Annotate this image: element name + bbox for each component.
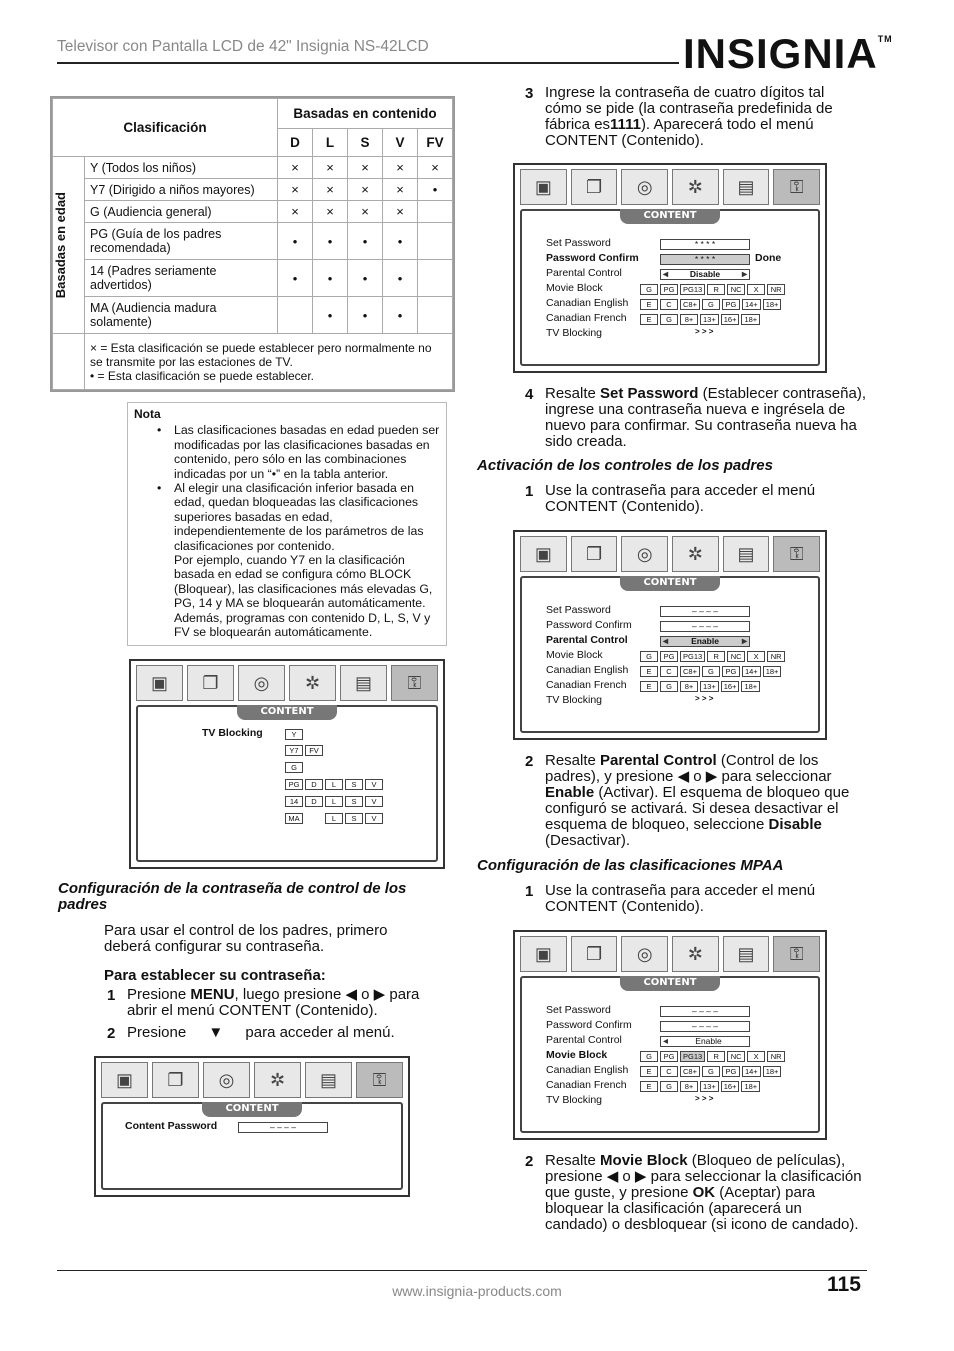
channel-icon[interactable]: ▤: [340, 665, 387, 701]
password-confirm-label[interactable]: Password Confirm: [546, 252, 639, 264]
rating-box[interactable]: E: [640, 666, 658, 677]
rating-box[interactable]: 13+: [700, 1081, 719, 1092]
activation-step-1: Use la contraseña para acceder el menú CONTENT (Contenido).: [545, 482, 816, 515]
settings-icon[interactable]: ✲: [672, 536, 719, 572]
picture-icon[interactable]: ▣: [520, 936, 567, 972]
canadian-french-ratings[interactable]: [640, 1081, 760, 1092]
picture-icon[interactable]: ▣: [520, 536, 567, 572]
table-row: G (Audiencia general): [85, 201, 278, 223]
rating-box[interactable]: 18+: [741, 1081, 760, 1092]
rating-box[interactable]: G: [702, 666, 720, 677]
rating-box[interactable]: X: [747, 284, 765, 295]
canadian-french-label[interactable]: Canadian French: [546, 312, 627, 324]
rating-box[interactable]: D: [305, 779, 323, 790]
channel-icon[interactable]: ▤: [723, 169, 770, 205]
rating-box[interactable]: R: [707, 1051, 725, 1062]
table-row: Y (Todos los niños): [85, 157, 278, 179]
content-password-input[interactable]: – – – –: [238, 1122, 328, 1133]
canadian-french-label[interactable]: Canadian French: [546, 1079, 627, 1091]
pip-icon[interactable]: ❐: [571, 536, 618, 572]
note-bullet-2b: Por ejemplo, cuando Y7 en la clasificación basada en edad se configura cómo BLOCK (Bloquear), las clasificaciones más elevadas G, PG, 14 y MA se bloquearán automáticamente. Además, programas con contenido D, L, S, V y FV se bloquearán automáticamente.: [174, 553, 433, 640]
rating-box[interactable]: R: [707, 284, 725, 295]
submenu-arrow[interactable]: > > >: [695, 694, 714, 703]
table-cell: •: [313, 297, 348, 334]
canadian-english-ratings[interactable]: [640, 299, 781, 310]
tv-y7-row[interactable]: [285, 745, 323, 756]
rating-box[interactable]: C: [660, 1066, 678, 1077]
rating-box[interactable]: E: [640, 299, 658, 310]
col-fv: FV: [418, 129, 453, 157]
table-cell: [278, 297, 313, 334]
step-number: 2: [107, 1025, 116, 1042]
table-cell: •: [278, 260, 313, 297]
rating-box[interactable]: PG: [722, 1066, 740, 1077]
content-tab: CONTENT: [202, 1102, 302, 1117]
rating-box[interactable]: E: [640, 1066, 658, 1077]
table-cell: [418, 223, 453, 260]
rating-box[interactable]: X: [747, 1051, 765, 1062]
audio-icon[interactable]: ◎: [203, 1062, 250, 1098]
rating-box[interactable]: G: [702, 1066, 720, 1077]
osd-panel: [520, 976, 820, 1133]
col-classification: Clasificación: [53, 99, 278, 157]
canadian-english-label[interactable]: Canadian English: [546, 664, 629, 676]
rating-box[interactable]: S: [345, 779, 363, 790]
osd-iconbar: [520, 169, 820, 205]
table-cell: ×: [313, 179, 348, 201]
password-confirm-field[interactable]: – – – –: [660, 1021, 750, 1032]
channel-icon[interactable]: ▤: [305, 1062, 352, 1098]
password-confirm-label[interactable]: Password Confirm: [546, 619, 632, 631]
settings-icon[interactable]: ✲: [254, 1062, 301, 1098]
note-box: [127, 402, 447, 646]
rating-box[interactable]: G: [702, 299, 720, 310]
table-cell: ×: [418, 157, 453, 179]
note-bullet-2: [134, 481, 440, 639]
table-cell: [418, 201, 453, 223]
pip-icon[interactable]: ❐: [571, 936, 618, 972]
rating-box[interactable]: 13+: [700, 314, 719, 325]
submenu-arrow[interactable]: > > >: [695, 1094, 714, 1103]
rating-box[interactable]: 18+: [741, 681, 760, 692]
legend-dot: • = Esta clasificación se puede establecer.: [90, 368, 314, 383]
step-4-text: Resalte Set Password (Establecer contraseña), ingrese una contraseña nueva e ingrésela de nuevo para confirmar. Su contraseña nueva ha sido creada.: [545, 385, 866, 450]
rating-box[interactable]: 8+: [680, 1081, 698, 1092]
parental-control-select[interactable]: ◂ Disable ▸: [660, 269, 750, 280]
rating-box[interactable]: NC: [727, 1051, 745, 1062]
content-tab: CONTENT: [620, 209, 720, 224]
rating-box[interactable]: NC: [727, 651, 745, 662]
rating-box[interactable]: G: [660, 314, 678, 325]
content-tab: CONTENT: [237, 705, 337, 720]
rating-box[interactable]: Y7: [285, 745, 303, 756]
content-lock-icon[interactable]: ⚿: [773, 936, 820, 972]
table-cell: •: [348, 260, 383, 297]
rating-box[interactable]: G: [640, 1051, 658, 1062]
rating-box[interactable]: 13+: [700, 681, 719, 692]
set-password-label[interactable]: Set Password: [546, 1004, 611, 1016]
step-number: 1: [107, 987, 116, 1004]
rating-box[interactable]: C8+: [680, 666, 700, 677]
rating-box[interactable]: FV: [305, 745, 323, 756]
rating-box[interactable]: 14+: [742, 299, 761, 310]
rating-box[interactable]: L: [325, 779, 343, 790]
legend-x: × = Esta clasificación se puede establecer pero normalmente no se transmite por las estaciones de TV.: [90, 340, 432, 369]
rating-box[interactable]: 18+: [763, 666, 782, 677]
osd-iconbar: [101, 1062, 403, 1098]
rating-box[interactable]: 8+: [680, 314, 698, 325]
table-cell: ×: [383, 157, 418, 179]
mpaa-step-1: Use la contraseña para acceder el menú CONTENT (Contenido).: [545, 882, 816, 915]
heading-mpaa: Configuración de las clasificaciones MPAA: [477, 857, 784, 874]
insignia-logo: INSIGNIA™: [683, 30, 893, 77]
rating-box[interactable]: 16+: [721, 1081, 740, 1092]
rating-box[interactable]: 14: [285, 796, 303, 807]
rating-box[interactable]: V: [365, 813, 383, 824]
step-3-text: Ingrese la contraseña de cuatro dígitos tal cómo se pide (la contraseña predefinida de fábrica es1111). Aparecerá todo el menú CONTENT (Contenido).: [545, 84, 833, 149]
subheading-set-password: Para establecer su contraseña:: [104, 967, 326, 984]
tv-14-row[interactable]: [285, 796, 383, 807]
table-cell: ×: [348, 157, 383, 179]
table-cell: •: [278, 223, 313, 260]
set-password-field[interactable]: * * * *: [660, 239, 750, 250]
settings-icon[interactable]: ✲: [672, 936, 719, 972]
rating-box[interactable]: PG13: [680, 651, 705, 662]
content-tab: CONTENT: [620, 576, 720, 591]
content-lock-icon[interactable]: ⚿: [356, 1062, 403, 1098]
table-cell: •: [383, 223, 418, 260]
heading-password-setup: Configuración de la contraseña de control de los padres: [58, 880, 407, 913]
rating-box[interactable]: PG: [660, 284, 678, 295]
rating-box[interactable]: G: [660, 1081, 678, 1092]
table-row: 14 (Padres seriamente advertidos): [85, 260, 278, 297]
audio-icon[interactable]: ◎: [621, 536, 668, 572]
step-number: 2: [525, 753, 534, 770]
osd-iconbar: [136, 665, 438, 701]
table-cell: [418, 260, 453, 297]
rating-box[interactable]: C8+: [680, 299, 700, 310]
header-rule: [57, 62, 679, 64]
header-title: Televisor con Pantalla LCD de 42" Insignia NS-42LCD: [57, 38, 429, 55]
osd-iconbar: [520, 936, 820, 972]
parental-control-label[interactable]: Parental Control: [546, 634, 628, 646]
table-cell: •: [383, 260, 418, 297]
audio-icon[interactable]: ◎: [621, 169, 668, 205]
page-number: 115: [827, 1273, 861, 1296]
settings-icon[interactable]: ✲: [672, 169, 719, 205]
table-legend: [85, 334, 453, 390]
canadian-english-label[interactable]: Canadian English: [546, 1064, 629, 1076]
set-password-label[interactable]: Set Password: [546, 237, 611, 249]
table-cell: •: [348, 223, 383, 260]
rating-box[interactable]: G: [640, 284, 658, 295]
footer-rule: [57, 1270, 867, 1271]
rating-box[interactable]: Y: [285, 729, 303, 740]
submenu-arrow[interactable]: > > >: [695, 327, 714, 336]
channel-icon[interactable]: ▤: [723, 936, 770, 972]
rating-box[interactable]: NR: [767, 1051, 785, 1062]
table-cell: ×: [278, 201, 313, 223]
table-cell: •: [348, 297, 383, 334]
table-cell: ×: [313, 157, 348, 179]
mpaa-ratings[interactable]: [640, 1051, 785, 1062]
tv-g-row[interactable]: [285, 762, 303, 773]
table-row: PG (Guía de los padres recomendada): [85, 223, 278, 260]
tv-blocking-label[interactable]: TV Blocking: [546, 1094, 603, 1106]
note-bullet-2a: Al elegir una clasificación inferior basada en edad, quedan bloqueadas las clasificaciones superiores basadas en edad, independientemente de los parámetros de las clasificaciones por contenido.: [174, 481, 424, 553]
col-v: V: [383, 129, 418, 157]
rating-box[interactable]: NR: [767, 651, 785, 662]
canadian-french-ratings[interactable]: [640, 314, 760, 325]
mpaa-ratings[interactable]: [640, 651, 785, 662]
pip-icon[interactable]: ❐: [571, 169, 618, 205]
canadian-english-label[interactable]: Canadian English: [546, 297, 629, 309]
tv-y-row[interactable]: [285, 729, 303, 740]
movie-block-label[interactable]: Movie Block: [546, 1049, 608, 1061]
channel-icon[interactable]: ▤: [723, 536, 770, 572]
step-number: 2: [525, 1153, 534, 1170]
rating-box[interactable]: NR: [767, 284, 785, 295]
picture-icon[interactable]: ▣: [101, 1062, 148, 1098]
osd-iconbar: [520, 536, 820, 572]
movie-block-label[interactable]: Movie Block: [546, 282, 603, 294]
rating-table: [50, 96, 455, 392]
settings-icon[interactable]: ✲: [289, 665, 336, 701]
rating-box[interactable]: PG: [722, 299, 740, 310]
rating-box[interactable]: PG: [660, 651, 678, 662]
table-cell: [418, 297, 453, 334]
rating-box[interactable]: 16+: [721, 314, 740, 325]
mpaa-ratings[interactable]: [640, 284, 785, 295]
audio-icon[interactable]: ◎: [238, 665, 285, 701]
footer-url[interactable]: www.insignia-products.com: [392, 1283, 562, 1299]
step-number: 1: [525, 483, 534, 500]
rating-box[interactable]: V: [365, 779, 383, 790]
osd-panel: [136, 705, 438, 862]
rating-box[interactable]: X: [747, 651, 765, 662]
rating-box[interactable]: L: [325, 813, 343, 824]
rating-box[interactable]: PG: [660, 1051, 678, 1062]
rating-box[interactable]: 8+: [680, 681, 698, 692]
table-cell: •: [313, 223, 348, 260]
tv-ma-row[interactable]: [285, 813, 383, 824]
step-2-text: Presione ▼ para acceder al menú.: [127, 1024, 395, 1041]
parental-control-select[interactable]: ◂ Enable ▸: [660, 636, 750, 647]
rating-box[interactable]: V: [365, 796, 383, 807]
note-bullet-1: • Las clasificaciones basadas en edad pueden ser modificadas por las clasificaciones basadas en contenido, pero sólo en las combinaciones indicadas por un “•” en la tabla anterior.: [134, 423, 440, 481]
table-cell: ×: [348, 201, 383, 223]
pip-icon[interactable]: ❐: [152, 1062, 199, 1098]
rating-box[interactable]: L: [325, 796, 343, 807]
rating-box[interactable]: C: [660, 666, 678, 677]
done-label: Done: [755, 252, 782, 264]
set-password-label[interactable]: Set Password: [546, 604, 611, 616]
rating-box[interactable]: S: [345, 796, 363, 807]
note-title: Nota: [134, 407, 161, 421]
rating-box-selected[interactable]: PG13: [680, 1051, 705, 1062]
table-cell: ×: [278, 179, 313, 201]
rating-box[interactable]: C: [660, 299, 678, 310]
canadian-french-ratings[interactable]: [640, 681, 760, 692]
picture-icon[interactable]: ▣: [520, 169, 567, 205]
osd-content-password: [94, 1056, 410, 1197]
rating-box[interactable]: 16+: [721, 681, 740, 692]
rating-box[interactable]: C8+: [680, 1066, 700, 1077]
col-d: D: [278, 129, 313, 157]
table-cell: ×: [383, 201, 418, 223]
set-password-field[interactable]: – – – –: [660, 1006, 750, 1017]
rating-box[interactable]: 14+: [742, 1066, 761, 1077]
rating-box[interactable]: G: [640, 651, 658, 662]
rating-box[interactable]: S: [345, 813, 363, 824]
rating-box[interactable]: D: [305, 796, 323, 807]
parental-control-label[interactable]: Parental Control: [546, 1034, 622, 1046]
parental-control-label[interactable]: Parental Control: [546, 267, 622, 279]
osd-panel: [101, 1102, 403, 1190]
rating-box[interactable]: PG: [722, 666, 740, 677]
content-lock-icon[interactable]: ⚿: [391, 665, 438, 701]
side-label: Basadas en edad: [53, 191, 68, 299]
rating-box[interactable]: NC: [727, 284, 745, 295]
table-cell: ×: [278, 157, 313, 179]
osd-panel: [520, 209, 820, 366]
step-number: 3: [525, 85, 534, 102]
mpaa-step-2: Resalte Movie Block (Bloqueo de películas), presione ◀ o ▶ para seleccionar la clasificación que guste, y presione OK (Aceptar) para bloquear la clasificación (aparecerá un candado) o desbloquear (si icono de candado).: [545, 1152, 862, 1233]
table-cell: ×: [348, 179, 383, 201]
rating-box[interactable]: 18+: [763, 1066, 782, 1077]
osd-movie-block: [513, 930, 827, 1140]
tv-blocking-label[interactable]: TV Blocking: [546, 327, 603, 339]
content-lock-icon[interactable]: ⚿: [773, 169, 820, 205]
activation-step-2: Resalte Parental Control (Control de los padres), y presione ◀ o ▶ para seleccionar Enable (Activar). El esquema de bloqueo que configuró se activará. Si desea desactivar el esquema de bloqueo, seleccione Disable (Desactivar).: [545, 752, 850, 849]
rating-box[interactable]: E: [640, 314, 658, 325]
canadian-english-ratings[interactable]: [640, 666, 781, 677]
content-password-label: Content Password: [125, 1120, 218, 1132]
step-number: 1: [525, 883, 534, 900]
table-cell: •: [383, 297, 418, 334]
legend-spacer: [53, 334, 85, 390]
rating-box[interactable]: E: [640, 1081, 658, 1092]
canadian-english-ratings[interactable]: [640, 1066, 781, 1077]
rating-box[interactable]: R: [707, 651, 725, 662]
tv-blocking-label: TV Blocking: [202, 727, 263, 739]
heading-parental-activation: Activación de los controles de los padres: [477, 457, 773, 474]
table-row: Y7 (Dirigido a niños mayores): [85, 179, 278, 201]
rating-box[interactable]: PG13: [680, 284, 705, 295]
content-lock-icon[interactable]: ⚿: [773, 536, 820, 572]
rating-box[interactable]: 18+: [741, 314, 760, 325]
col-s: S: [348, 129, 383, 157]
rating-box[interactable]: 14+: [742, 666, 761, 677]
content-tab: CONTENT: [620, 976, 720, 991]
password-confirm-field[interactable]: – – – –: [660, 621, 750, 632]
osd-panel: [520, 576, 820, 733]
rating-box[interactable]: PG: [285, 779, 303, 790]
col-content-based: Basadas en contenido: [278, 99, 453, 129]
osd-parental-enable: [513, 530, 827, 740]
table-cell: •: [313, 260, 348, 297]
side-label-cell: [53, 157, 85, 334]
table-cell: ×: [383, 179, 418, 201]
password-confirm-label[interactable]: Password Confirm: [546, 1019, 632, 1031]
canadian-french-label[interactable]: Canadian French: [546, 679, 627, 691]
osd-password-confirm: [513, 163, 827, 373]
step-number: 4: [525, 386, 534, 403]
tv-blocking-label[interactable]: TV Blocking: [546, 694, 603, 706]
rating-box[interactable]: MA: [285, 813, 303, 824]
rating-box[interactable]: 18+: [763, 299, 782, 310]
table-cell: ×: [313, 201, 348, 223]
password-confirm-field[interactable]: * * * *: [660, 254, 750, 265]
rating-box[interactable]: G: [660, 681, 678, 692]
movie-block-label[interactable]: Movie Block: [546, 649, 603, 661]
table-row: MA (Audiencia madura solamente): [85, 297, 278, 334]
rating-box[interactable]: E: [640, 681, 658, 692]
osd-tv-blocking: [129, 659, 445, 869]
pip-icon[interactable]: ❐: [187, 665, 234, 701]
table-cell: •: [418, 179, 453, 201]
tv-pg-row[interactable]: [285, 779, 383, 790]
audio-icon[interactable]: ◎: [621, 936, 668, 972]
para-password-intro: Para usar el control de los padres, primero deberá configurar su contraseña.: [104, 922, 388, 955]
parental-control-select[interactable]: ◂ Enable: [660, 1036, 750, 1047]
picture-icon[interactable]: ▣: [136, 665, 183, 701]
set-password-field[interactable]: – – – –: [660, 606, 750, 617]
col-l: L: [313, 129, 348, 157]
rating-box[interactable]: G: [285, 762, 303, 773]
step-1-text: Presione MENU, luego presione ◀ o ▶ para abrir el menú CONTENT (Contenido).: [127, 986, 420, 1019]
